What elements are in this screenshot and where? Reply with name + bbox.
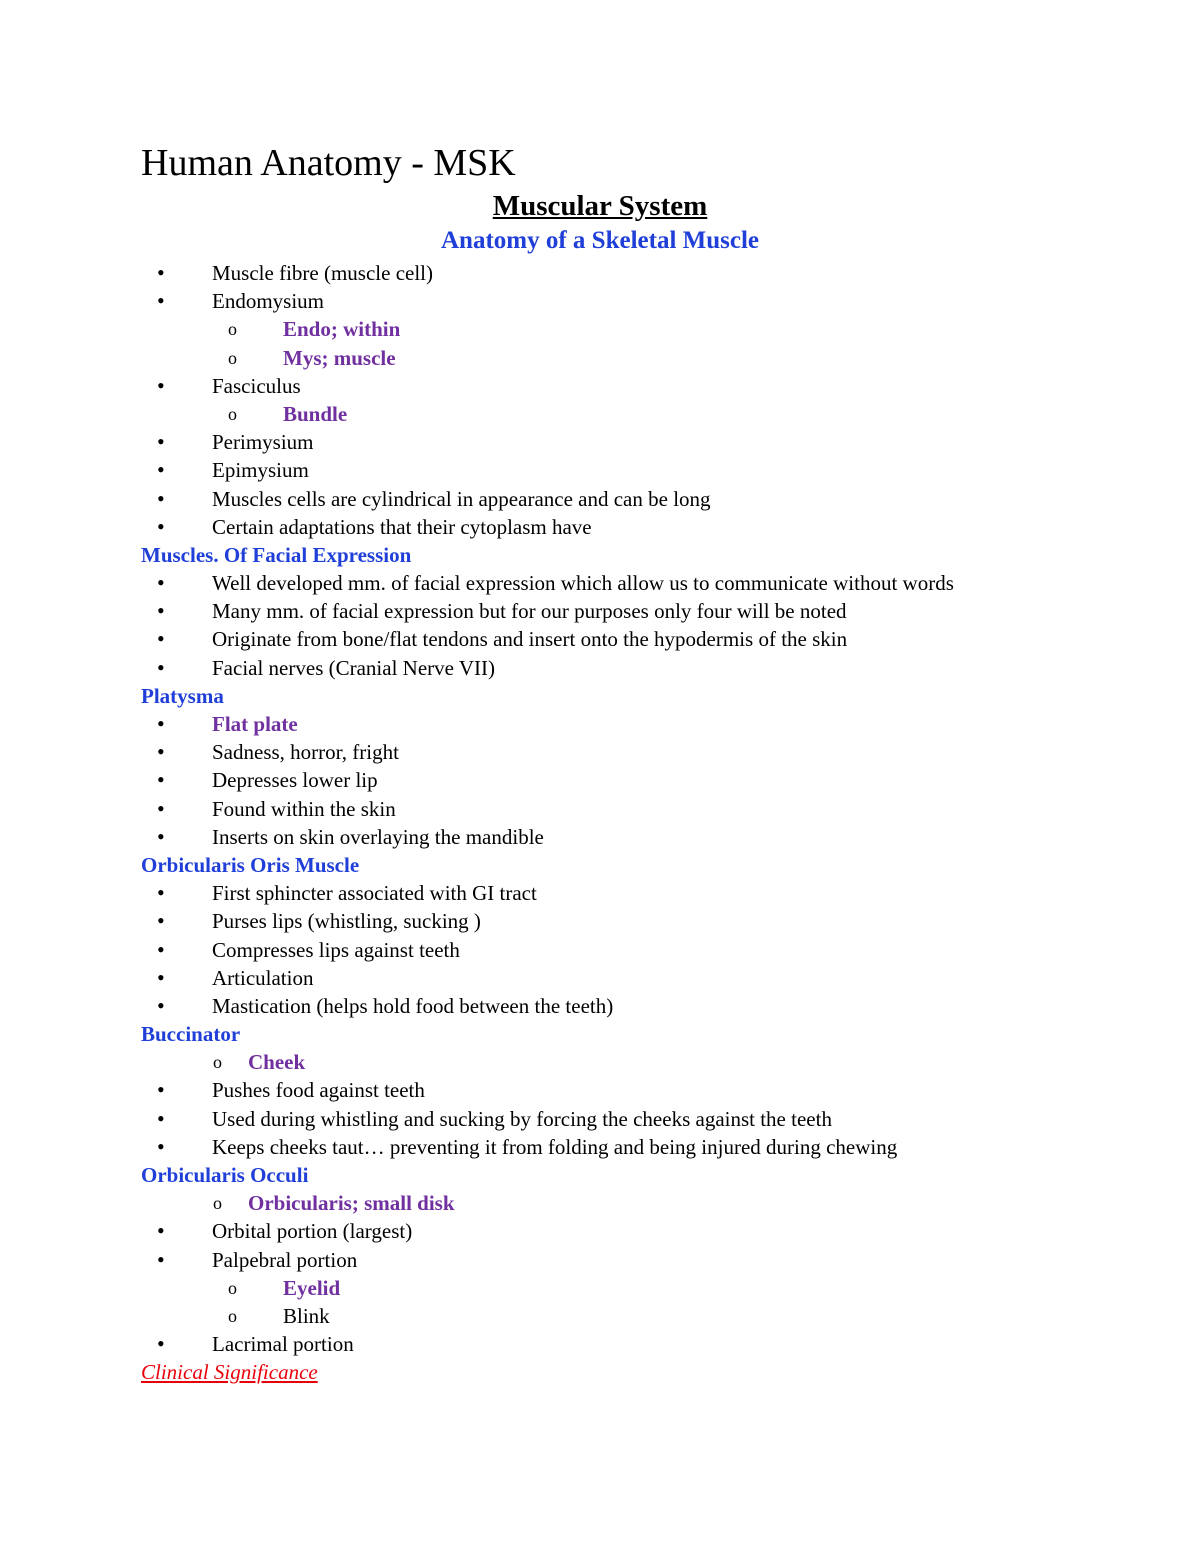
line-text: Lacrimal portion: [212, 1332, 354, 1357]
circle-bullet-icon: o: [213, 1193, 222, 1214]
bullet-item: [0, 1076, 1200, 1104]
bullet-item: [0, 1330, 1200, 1358]
sub-bullet-item: [0, 1274, 1200, 1302]
bullet-icon: •: [157, 880, 165, 906]
line-text: Certain adaptations that their cytoplasm have: [212, 514, 592, 539]
line-text: Platysma: [141, 683, 224, 708]
bullet-item: [0, 823, 1200, 851]
section-heading: [0, 1020, 1200, 1048]
bullet-item: [0, 625, 1200, 653]
line-text: Keeps cheeks taut… preventing it from folding and being injured during chewing: [212, 1134, 898, 1159]
document-title: Human Anatomy - MSK: [141, 142, 516, 184]
section-heading: [0, 541, 1200, 569]
line-text: Purses lips (whistling, sucking ): [212, 909, 481, 934]
line-text: Perimysium: [212, 430, 314, 455]
line-text: Blink: [283, 1303, 330, 1328]
bullet-icon: •: [157, 1077, 165, 1103]
bullet-icon: •: [157, 429, 165, 455]
bullet-icon: •: [157, 485, 165, 511]
sub-bullet-item: [0, 344, 1200, 372]
bullet-item: [0, 654, 1200, 682]
bullet-item: [0, 428, 1200, 456]
bullet-icon: •: [157, 739, 165, 765]
bullet-icon: •: [157, 1218, 165, 1244]
line-text: Muscle fibre (muscle cell): [212, 261, 433, 285]
line-text: Facial nerves (Cranial Nerve VII): [212, 655, 495, 680]
line-text: Depresses lower lip: [212, 768, 378, 793]
line-text: Well developed mm. of facial expression which allow us to communicate without words: [212, 571, 954, 596]
line-text: Epimysium: [212, 458, 309, 483]
bullet-icon: •: [157, 795, 165, 821]
line-text: Found within the skin: [212, 796, 396, 821]
circle-bullet-icon: o: [228, 403, 237, 424]
section-heading: [0, 682, 1200, 710]
line-text: Used during whistling and sucking by forcing the cheeks against the teeth: [212, 1106, 832, 1131]
bullet-item: [0, 1133, 1200, 1161]
line-text: Clinical Significance: [141, 1360, 318, 1385]
document-body: [0, 259, 1200, 1387]
bullet-icon: •: [157, 372, 165, 398]
bullet-icon: •: [157, 570, 165, 596]
line-text: Bundle: [283, 401, 348, 426]
section-title: Muscular System: [492, 190, 708, 222]
bullet-item: [0, 766, 1200, 794]
line-text: Cheek: [248, 1050, 306, 1075]
line-text: Orbicularis Oris Muscle: [141, 852, 360, 877]
line-text: Pushes food against teeth: [212, 1078, 425, 1103]
bullet-icon: •: [157, 1133, 165, 1159]
line-text: Muscles cells are cylindrical in appearance and can be long: [212, 486, 711, 511]
circle-bullet-icon: o: [213, 1052, 222, 1073]
line-text: Compresses lips against teeth: [212, 937, 460, 962]
line-text: Orbicularis; small disk: [248, 1191, 455, 1216]
line-text: Originate from bone/flat tendons and insert onto the hypodermis of the skin: [212, 627, 848, 652]
bullet-icon: •: [157, 626, 165, 652]
line-text: Endo; within: [283, 317, 401, 342]
bullet-item: [0, 795, 1200, 823]
circle-bullet-icon: o: [228, 319, 237, 340]
circle-bullet-icon: o: [228, 1277, 237, 1298]
bullet-item: [0, 879, 1200, 907]
bullet-icon: •: [157, 1331, 165, 1357]
line-text: Inserts on skin overlaying the mandible: [212, 824, 544, 849]
bullet-item: [0, 710, 1200, 738]
bullet-icon: •: [157, 260, 165, 285]
line-text: Buccinator: [141, 1022, 241, 1047]
clinical-heading: [0, 1358, 1200, 1386]
line-text: Articulation: [212, 965, 314, 990]
circle-bullet-icon: o: [228, 1305, 237, 1326]
line-text: Endomysium: [212, 289, 325, 314]
sub-bullet-item: [0, 315, 1200, 343]
circle-bullet-icon: o: [228, 347, 237, 368]
bullet-item: [0, 287, 1200, 315]
section-heading: [0, 851, 1200, 879]
line-text: Sadness, horror, fright: [212, 740, 399, 765]
line-text: Eyelid: [283, 1275, 341, 1300]
line-text: Mys; muscle: [283, 345, 396, 370]
bullet-item: [0, 485, 1200, 513]
bullet-item: [0, 372, 1200, 400]
line-text: Mastication (helps hold food between the teeth): [212, 993, 614, 1018]
bullet-item: [0, 259, 1200, 287]
bullet-item: [0, 597, 1200, 625]
bullet-icon: •: [157, 513, 165, 539]
bullet-item: [0, 992, 1200, 1020]
line-text: Palpebral portion: [212, 1247, 358, 1272]
bullet-item: [0, 907, 1200, 935]
bullet-icon: •: [157, 936, 165, 962]
bullet-item: [0, 1217, 1200, 1245]
bullet-item: [0, 936, 1200, 964]
bullet-item: [0, 964, 1200, 992]
bullet-item: [0, 569, 1200, 597]
bullet-icon: •: [157, 288, 165, 314]
bullet-icon: •: [157, 654, 165, 680]
bullet-icon: •: [157, 711, 165, 736]
line-text: Muscles. Of Facial Expression: [141, 542, 412, 567]
line-text: Orbital portion (largest): [212, 1219, 413, 1244]
line-text: First sphincter associated with GI tract: [212, 881, 537, 906]
sub-bullet-item: [0, 1048, 1200, 1076]
line-text: Fasciculus: [212, 373, 301, 398]
section-heading: [0, 1161, 1200, 1189]
bullet-item: [0, 1246, 1200, 1274]
bullet-icon: •: [157, 1246, 165, 1272]
line-text: Orbicularis Occuli: [141, 1163, 309, 1187]
sub-bullet-item: [0, 1189, 1200, 1217]
bullet-icon: •: [157, 457, 165, 483]
sub-bullet-item: [0, 1302, 1200, 1330]
bullet-item: [0, 738, 1200, 766]
bullet-icon: •: [157, 823, 165, 849]
bullet-icon: •: [157, 1105, 165, 1131]
bullet-item: [0, 513, 1200, 541]
sub-bullet-item: [0, 400, 1200, 428]
bullet-item: [0, 456, 1200, 484]
bullet-icon: •: [157, 908, 165, 934]
bullet-icon: •: [157, 767, 165, 793]
line-text: Flat plate: [212, 712, 298, 736]
bullet-item: [0, 1105, 1200, 1133]
bullet-icon: •: [157, 964, 165, 990]
bullet-icon: •: [157, 598, 165, 624]
subsection-title: Anatomy of a Skeletal Muscle: [440, 227, 760, 254]
bullet-icon: •: [157, 992, 165, 1018]
line-text: Many mm. of facial expression but for our purposes only four will be noted: [212, 599, 847, 624]
